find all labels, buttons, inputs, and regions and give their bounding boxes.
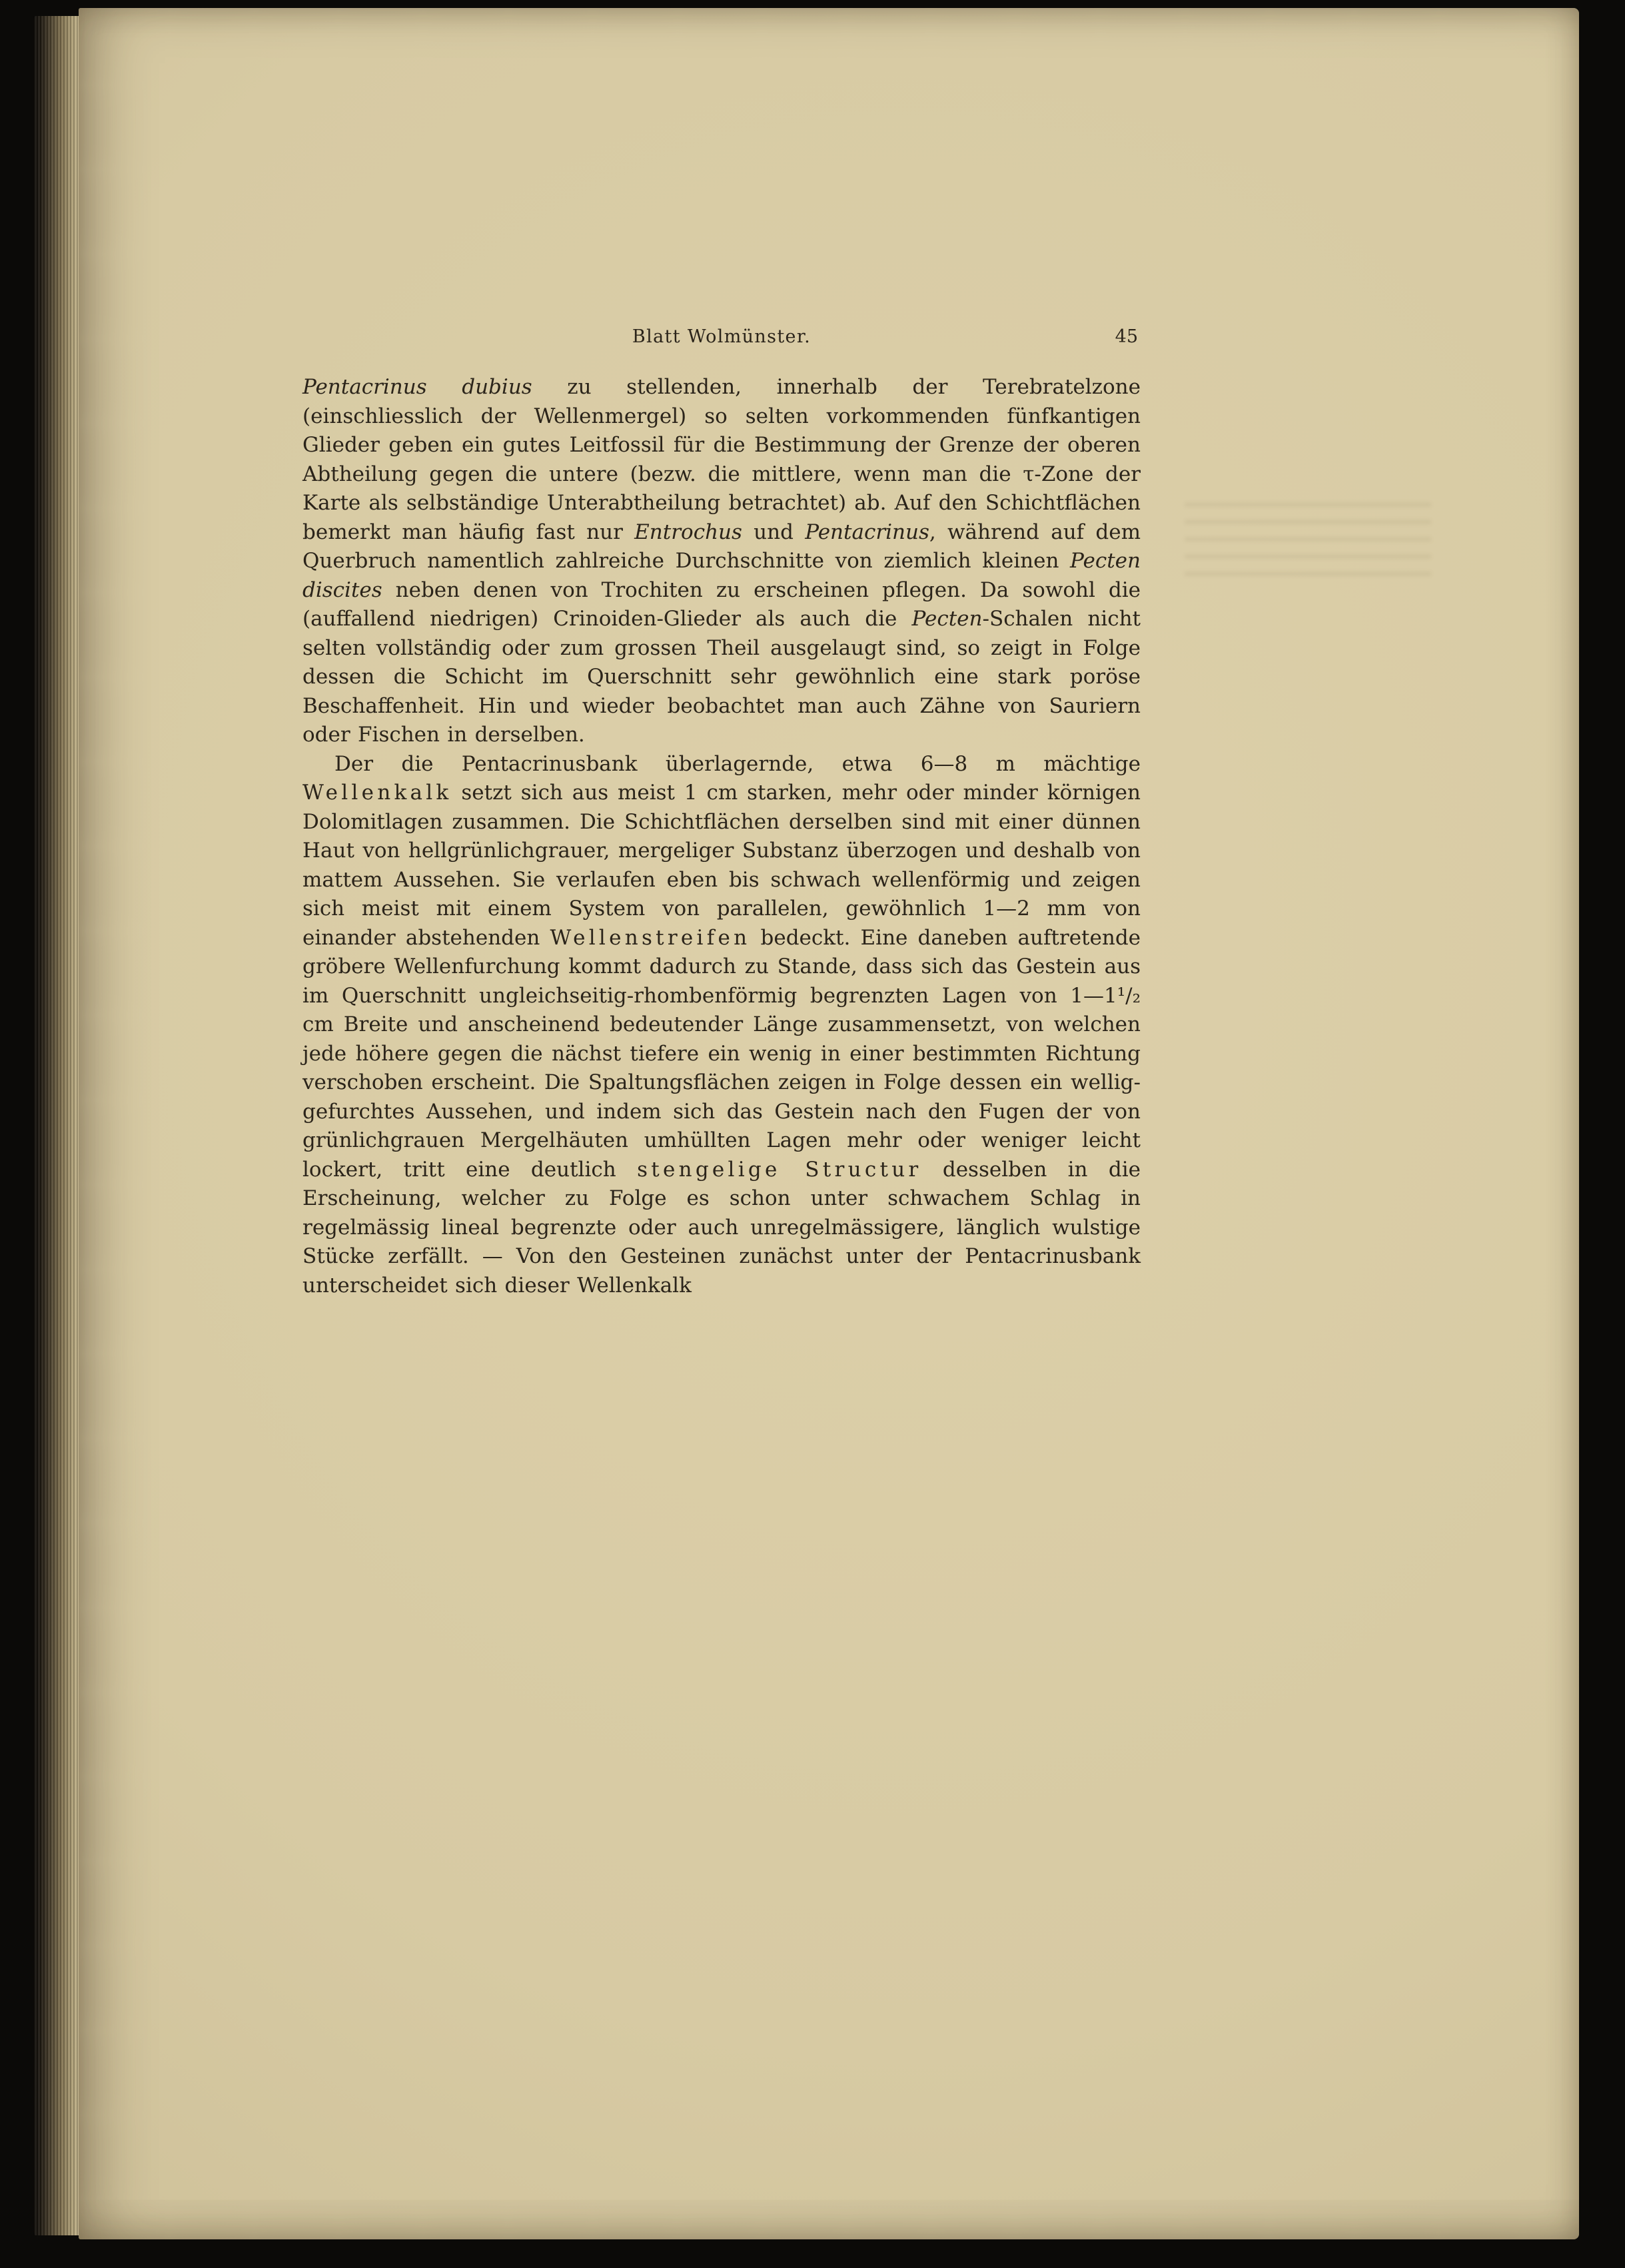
text-segment: , während auf dem Querbruch namentlich zahlreiche Durchschnitte von ziemlich kleinen	[302, 520, 1141, 573]
book-page-edge-stack	[33, 16, 81, 2235]
page-header-title: Blatt Wolmünster.	[632, 326, 812, 347]
text-segment-spaced: Wellenstreifen	[550, 925, 751, 950]
text-segment: desselben in die Erscheinung, welcher zu Folge es schon unter schwachem Schlag in regelmässig lineal begrenzte oder auch unregelmässigere, länglich wulstige Stücke zerfällt. — Von den Gesteinen zunächst unter der Pentacrinusbank unterscheidet sich dieser Wellenkalk	[302, 1157, 1141, 1298]
text-segment-spaced: stengelige Structur	[637, 1157, 922, 1182]
text-segment: bedeckt. Eine daneben auftretende gröbere Wellenfurchung kommt dadurch zu Stande, dass sich das Gestein aus im Querschnitt ungleichseitig-rhombenförmig begrenzten Lagen von 1—1¹/₂ cm Breite und anscheinend bedeutender Länge zusammensetzt, von welchen jede höhere gegen die nächst tiefere ein wenig in einer bestimmten Richtung verschoben erscheint. Die Spaltungsflächen zeigen in Folge dessen ein wellig-gefurchtes Aussehen, und indem sich das Gestein nach den Fugen der von grünlichgrauen Mergelhäuten umhüllten Lagen mehr oder weniger leicht lockert, tritt eine deutlich	[302, 925, 1141, 1182]
paragraph	[302, 750, 1141, 1301]
text-segment-italic: Pentacrinus dubius	[302, 375, 532, 399]
text-segment: neben denen von Trochiten zu erscheinen pflegen. Da sowohl die (auffallend niedrigen) Crinoiden-Glieder als auch die	[302, 577, 1141, 631]
paragraph	[302, 373, 1141, 750]
page-number: 45	[1115, 326, 1138, 347]
text-segment-italic: Pecten	[911, 607, 983, 631]
running-header	[302, 326, 1141, 354]
text-segment: zu stellenden, innerhalb der Terebratelzone (einschliesslich der Wellenmergel) so selten vorkommenden fünfkantigen Glieder geben ein gutes Leitfossil für die Bestimmung der Grenze der oberen Abtheilung gegen die untere (bezw. die mittlere, wenn man die τ-Zone der Karte als selbständige Unterabtheilung betrachtet) ab. Auf den Schichtflächen bemerkt man häufig fast nur	[302, 375, 1141, 544]
text-segment-spaced: Wellenkalk	[302, 781, 452, 805]
text-segment-italic: Entrochus	[634, 520, 742, 544]
text-segment: -Schalen nicht selten vollständig oder zum grossen Theil ausgelaugt sind, so zeigt in Folge dessen die Schicht im Querschnitt sehr gewöhnlich eine stark poröse Beschaffenheit. Hin und wieder beobachtet man auch Zähne von Sauriern oder Fischen in derselben.	[302, 607, 1141, 747]
text-segment: und	[742, 520, 806, 544]
text-segment: setzt sich aus meist 1 cm starken, mehr oder minder körnigen Dolomitlagen zusammen. Die Schichtflächen derselben sind mit einer dünnen Haut von hellgrünlichgrauer, mergeliger Substanz überzogen und deshalb von mattem Aussehen. Sie verlaufen eben bis schwach wellenförmig und zeigen sich meist mit einem System von parallelen, gewöhnlich 1—2 mm von einander abstehenden	[302, 781, 1141, 950]
body-text	[302, 373, 1141, 1300]
bleed-through-text	[1185, 502, 1431, 577]
text-segment-italic: Pentacrinus	[805, 520, 929, 544]
text-segment-italic: Pecten discites	[302, 549, 1141, 602]
text-segment: Der die Pentacrinusbank überlagernde, etwa 6—8 m mächtige	[334, 751, 1141, 776]
book-page	[79, 8, 1579, 2239]
